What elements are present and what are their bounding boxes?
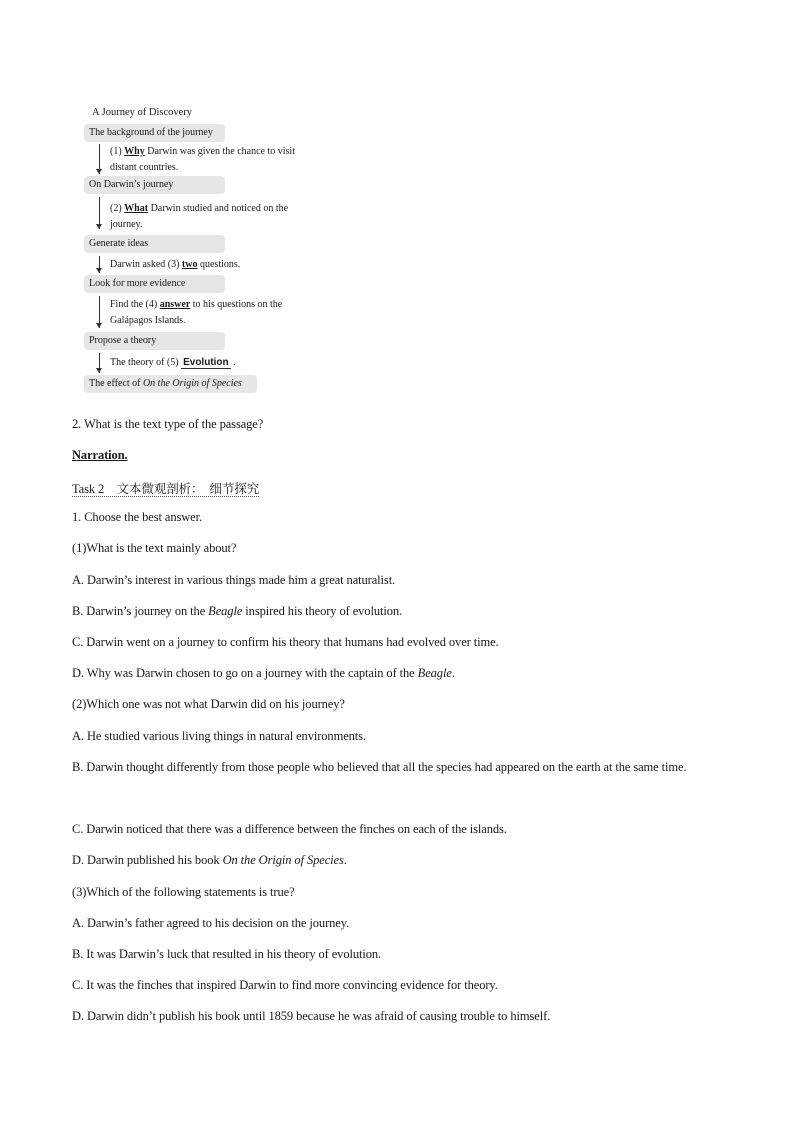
answer-2: What xyxy=(124,203,149,214)
answer-5: Evolution xyxy=(183,357,229,368)
answer-4: answer xyxy=(159,299,191,310)
option-1-1-a: A. Darwin’s interest in various things made him a great naturalist. xyxy=(72,573,396,587)
option-1-1-c: C. Darwin went on a journey to confirm his theory that humans had evolved over time. xyxy=(72,635,499,649)
option-1-1-d: D. Why was Darwin chosen to go on a journey with the captain of the Beagle. xyxy=(72,666,455,680)
option-1-3-c: C. It was the finches that inspired Darwin to find more convincing evidence for theory. xyxy=(72,978,498,992)
down-arrow-icon xyxy=(95,296,105,328)
journey-flow-diagram xyxy=(84,104,324,396)
down-arrow-icon xyxy=(95,144,105,174)
diagram-title: A Journey of Discovery xyxy=(92,107,193,118)
stage-on-journey: On Darwin’s journey xyxy=(84,176,225,194)
stage-background: The background of the journey xyxy=(84,124,225,142)
question-2: 2. What is the text type of the passage? xyxy=(72,417,264,431)
step-1-text: (1) Why Darwin was given the chance to visit distant countries. xyxy=(110,146,295,173)
option-1-2-c: C. Darwin noticed that there was a difference between the finches on each of the islands. xyxy=(72,822,507,836)
down-arrow-icon xyxy=(95,256,105,273)
answer-3: two xyxy=(181,259,198,270)
stage-generate-ideas: Generate ideas xyxy=(84,235,225,253)
option-1-3-b: B. It was Darwin’s luck that resulted in his theory of evolution. xyxy=(72,947,382,961)
task-2-heading: Task 2 文本微观剖析： 细节探究 xyxy=(72,482,260,496)
option-1-2-b: B. Darwin thought differently from those people who believed that all the species had appeared on the earth at the same time. xyxy=(72,760,687,774)
stage-propose-theory: Propose a theory xyxy=(84,332,225,350)
step-3-text: Darwin asked (3) two questions. xyxy=(110,259,241,270)
option-1-3-a: A. Darwin’s father agreed to his decision on the journey. xyxy=(72,916,350,930)
down-arrow-icon xyxy=(95,353,105,373)
option-1-1-b: B. Darwin’s journey on the Beagle inspired his theory of evolution. xyxy=(72,604,403,618)
option-1-3-d: D. Darwin didn’t publish his book until 1859 because he was afraid of causing trouble to himself. xyxy=(72,1009,551,1023)
down-arrow-icon xyxy=(95,197,105,229)
answer-2-text: Narration. xyxy=(72,448,128,462)
answer-1: Why xyxy=(124,146,145,157)
option-1-2-a: A. He studied various living things in natural environments. xyxy=(72,729,366,743)
question-1-2: (2)Which one was not what Darwin did on his journey? xyxy=(72,697,345,711)
option-1-2-d: D. Darwin published his book On the Origin of Species. xyxy=(72,853,347,867)
question-1-3: (3)Which of the following statements is true? xyxy=(72,885,295,899)
stage-more-evidence: Look for more evidence xyxy=(84,275,225,293)
step-5-text: The theory of (5) Evolution . xyxy=(110,357,236,368)
step-2-text: (2) What Darwin studied and noticed on the journey. xyxy=(110,203,289,230)
step-4-text: Find the (4) answer to his questions on the Galápagos Islands. xyxy=(110,299,283,326)
stage-effect: The effect of On the Origin of Species xyxy=(84,375,257,393)
instruction: 1. Choose the best answer. xyxy=(72,510,203,524)
question-1-1: (1)What is the text mainly about? xyxy=(72,541,237,555)
